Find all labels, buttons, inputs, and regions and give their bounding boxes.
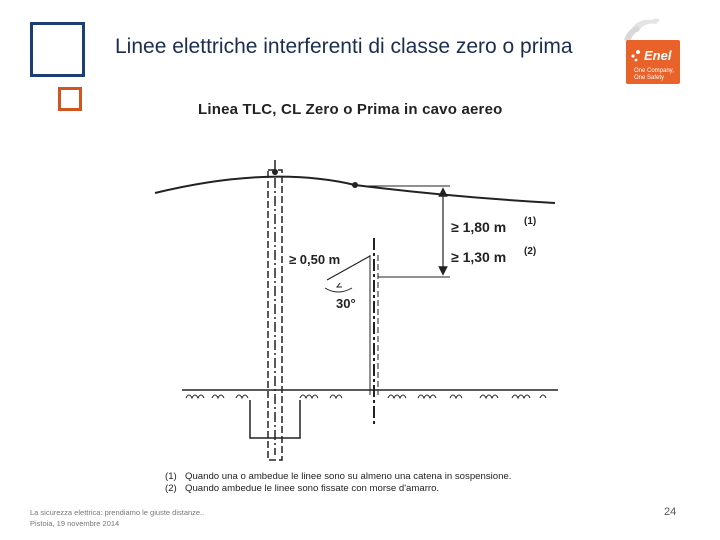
power-pole xyxy=(268,160,282,460)
vertical-distance-ref-1: (1) xyxy=(524,216,537,227)
slide-footer xyxy=(30,507,204,529)
angle-label: 30° xyxy=(336,296,356,311)
note-item xyxy=(165,471,511,483)
note-text: Quando ambedue le linee sono fissate con morse d'amarro. xyxy=(185,483,440,494)
logo-brand: Enel xyxy=(644,48,672,63)
power-line xyxy=(155,177,555,203)
logo-tagline-1: One Company, xyxy=(634,68,674,74)
vertical-distance-ref-2: (2) xyxy=(524,246,537,257)
note-ref: (2) xyxy=(165,483,177,494)
tlc-pole xyxy=(370,238,378,425)
power-line-lowest-point xyxy=(352,182,358,188)
note-text: Quando una o ambedue le linee sono su almeno una catena in sospensione. xyxy=(185,471,512,482)
logo-tagline-2: One Safety xyxy=(634,75,665,81)
note-ref: (1) xyxy=(165,471,177,482)
footer-line-1: La sicurezza elettrica: prendiamo le giuste distanze.. xyxy=(30,508,205,517)
diagram-title: Linea TLC, CL Zero o Prima in cavo aereo xyxy=(198,101,503,118)
diagram-notes xyxy=(165,471,511,495)
vertical-distance-label-1: ≥ 1,80 m xyxy=(451,219,507,235)
page-number: 24 xyxy=(664,506,677,518)
vertical-distance-label-2: ≥ 1,30 m xyxy=(451,249,507,265)
footer-line-2: Pistoia, 19 novembre 2014 xyxy=(30,519,120,528)
horizontal-distance-label: ≥ 0,50 m xyxy=(289,252,341,267)
note-item xyxy=(165,483,511,495)
slide-title: Linee elettriche interferenti di classe zero o prima xyxy=(115,35,573,58)
